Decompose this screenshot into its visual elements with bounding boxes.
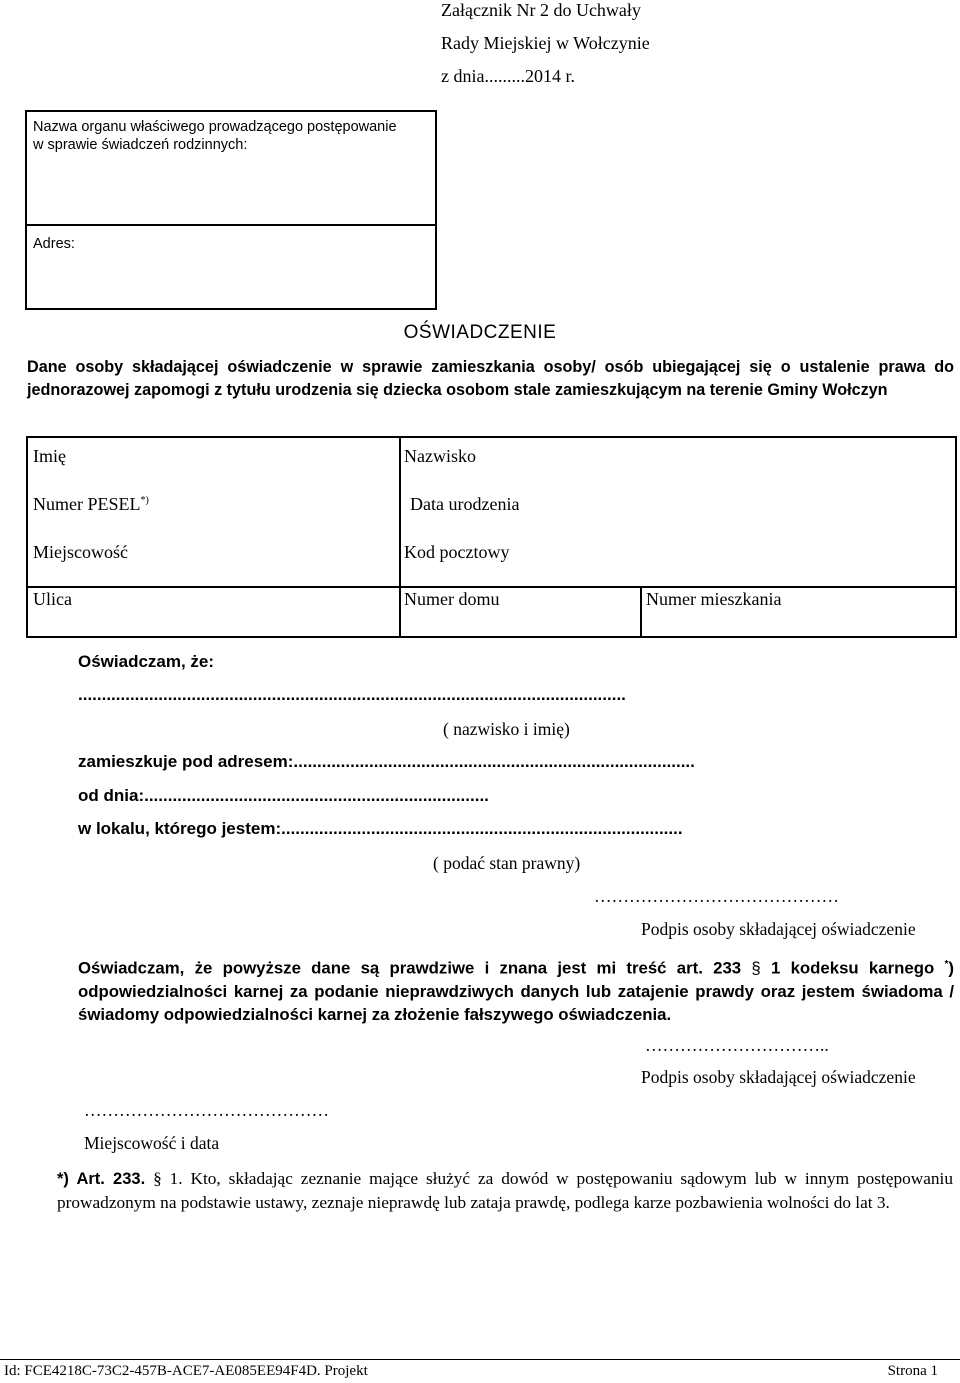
birth-date-label: Data urodzenia bbox=[410, 494, 520, 514]
pesel-label-text: Numer PESEL bbox=[33, 494, 141, 514]
footer-rule bbox=[0, 1359, 960, 1360]
footnote-art: *) Art. 233. bbox=[57, 1170, 146, 1188]
intro-text: Dane osoby składającej oświadczenie w sprawie zamieszkania osoby/ osób ubiegającej się o ustalenie prawa do jednorazowej zapomogi z tytułu urodzenia się dziecka osobom stale zamieszkującym na terenie Gminy Wołczyn bbox=[27, 358, 954, 399]
footnote-text: 1. Kto, składając zeznanie mające służyć za dowód w postępowaniu sądowym lub w innym postępowaniu prowadzonym na podstawie ustawy, zeznaje nieprawdę lub zataja prawdę, podlega karze pozbawienia wolności do lat 3. bbox=[57, 1169, 953, 1212]
liability-star: * bbox=[944, 959, 949, 970]
document-title: OŚWIADCZENIE bbox=[403, 322, 557, 343]
attachment-title: Załącznik Nr 2 do Uchwały bbox=[441, 0, 641, 20]
organ-label-line2: w sprawie świadczeń rodzinnych: bbox=[33, 137, 248, 153]
footnote bbox=[57, 1167, 953, 1214]
pesel-label bbox=[33, 494, 149, 515]
house-number-label: Numer domu bbox=[404, 589, 500, 609]
street-label: Ulica bbox=[33, 589, 72, 609]
apartment-number-label: Numer mieszkania bbox=[646, 589, 782, 609]
declaration-dots-line: .................................................................................................................... bbox=[78, 685, 626, 704]
place-date-label: Miejscowość i data bbox=[84, 1133, 220, 1153]
liability-text-2: 1 kodeksu karnego bbox=[771, 958, 935, 978]
signature-label-2: Podpis osoby składającej oświadczenie bbox=[641, 1067, 916, 1087]
resolution-date: z dnia.........2014 r. bbox=[441, 66, 575, 86]
document-id: Id: FCE4218C-73C2-457B-ACE7-AE085EE94F4D. Projekt bbox=[4, 1363, 368, 1379]
signature-label-1: Podpis osoby składającej oświadczenie bbox=[641, 919, 916, 939]
pesel-footnote-mark: *) bbox=[140, 495, 149, 506]
last-name-label: Nazwisko bbox=[404, 446, 476, 466]
signature-dots-2: ………………………….. bbox=[645, 1035, 829, 1055]
city-label: Miejscowość bbox=[33, 542, 128, 562]
footnote-section-sign: § bbox=[153, 1169, 162, 1188]
premises-line: w lokalu, którego jestem:..................................................................................... bbox=[78, 819, 683, 838]
organ-divider bbox=[27, 224, 435, 226]
since-line: od dnia:......................................................................... bbox=[78, 786, 489, 805]
postal-code-label: Kod pocztowy bbox=[404, 542, 510, 562]
address-label: Adres: bbox=[33, 236, 75, 252]
liability-text-1: Oświadczam, że powyższe dane są prawdziwe i znana jest mi treść art. 233 bbox=[78, 958, 742, 978]
liability-statement bbox=[78, 953, 954, 1026]
grid-vline-main bbox=[399, 438, 401, 638]
personal-data-grid bbox=[26, 436, 957, 638]
place-date-dots: …………………………………… bbox=[84, 1100, 329, 1120]
page-number: Strona 1 bbox=[887, 1363, 938, 1379]
section-sign: § bbox=[751, 958, 761, 978]
council-name: Rady Miejskiej w Wołczynie bbox=[441, 33, 650, 53]
signature-dots-1: …………………………………… bbox=[594, 886, 839, 906]
organ-label bbox=[33, 118, 397, 154]
organ-label-line1: Nazwa organu właściwego prowadzącego postępowanie bbox=[33, 119, 397, 135]
name-hint: ( nazwisko i imię) bbox=[443, 719, 570, 739]
declaration-heading: Oświadczam, że: bbox=[78, 652, 215, 671]
first-name-label: Imię bbox=[33, 446, 66, 466]
resides-line: zamieszkuje pod adresem:..................................................................................... bbox=[78, 752, 695, 771]
legal-status-hint: ( podać stan prawny) bbox=[433, 853, 581, 873]
grid-vline-apartment bbox=[640, 588, 642, 638]
grid-hline-street bbox=[28, 586, 955, 588]
liability-text-3: ) odpowiedzialności karnej za podanie nieprawdziwych danych lub zatajenie prawdy oraz jestem świadoma /świadomy odpowiedzialności karnej za złożenie fałszywego oświadczenia. bbox=[78, 958, 954, 1024]
organ-box bbox=[25, 110, 437, 310]
